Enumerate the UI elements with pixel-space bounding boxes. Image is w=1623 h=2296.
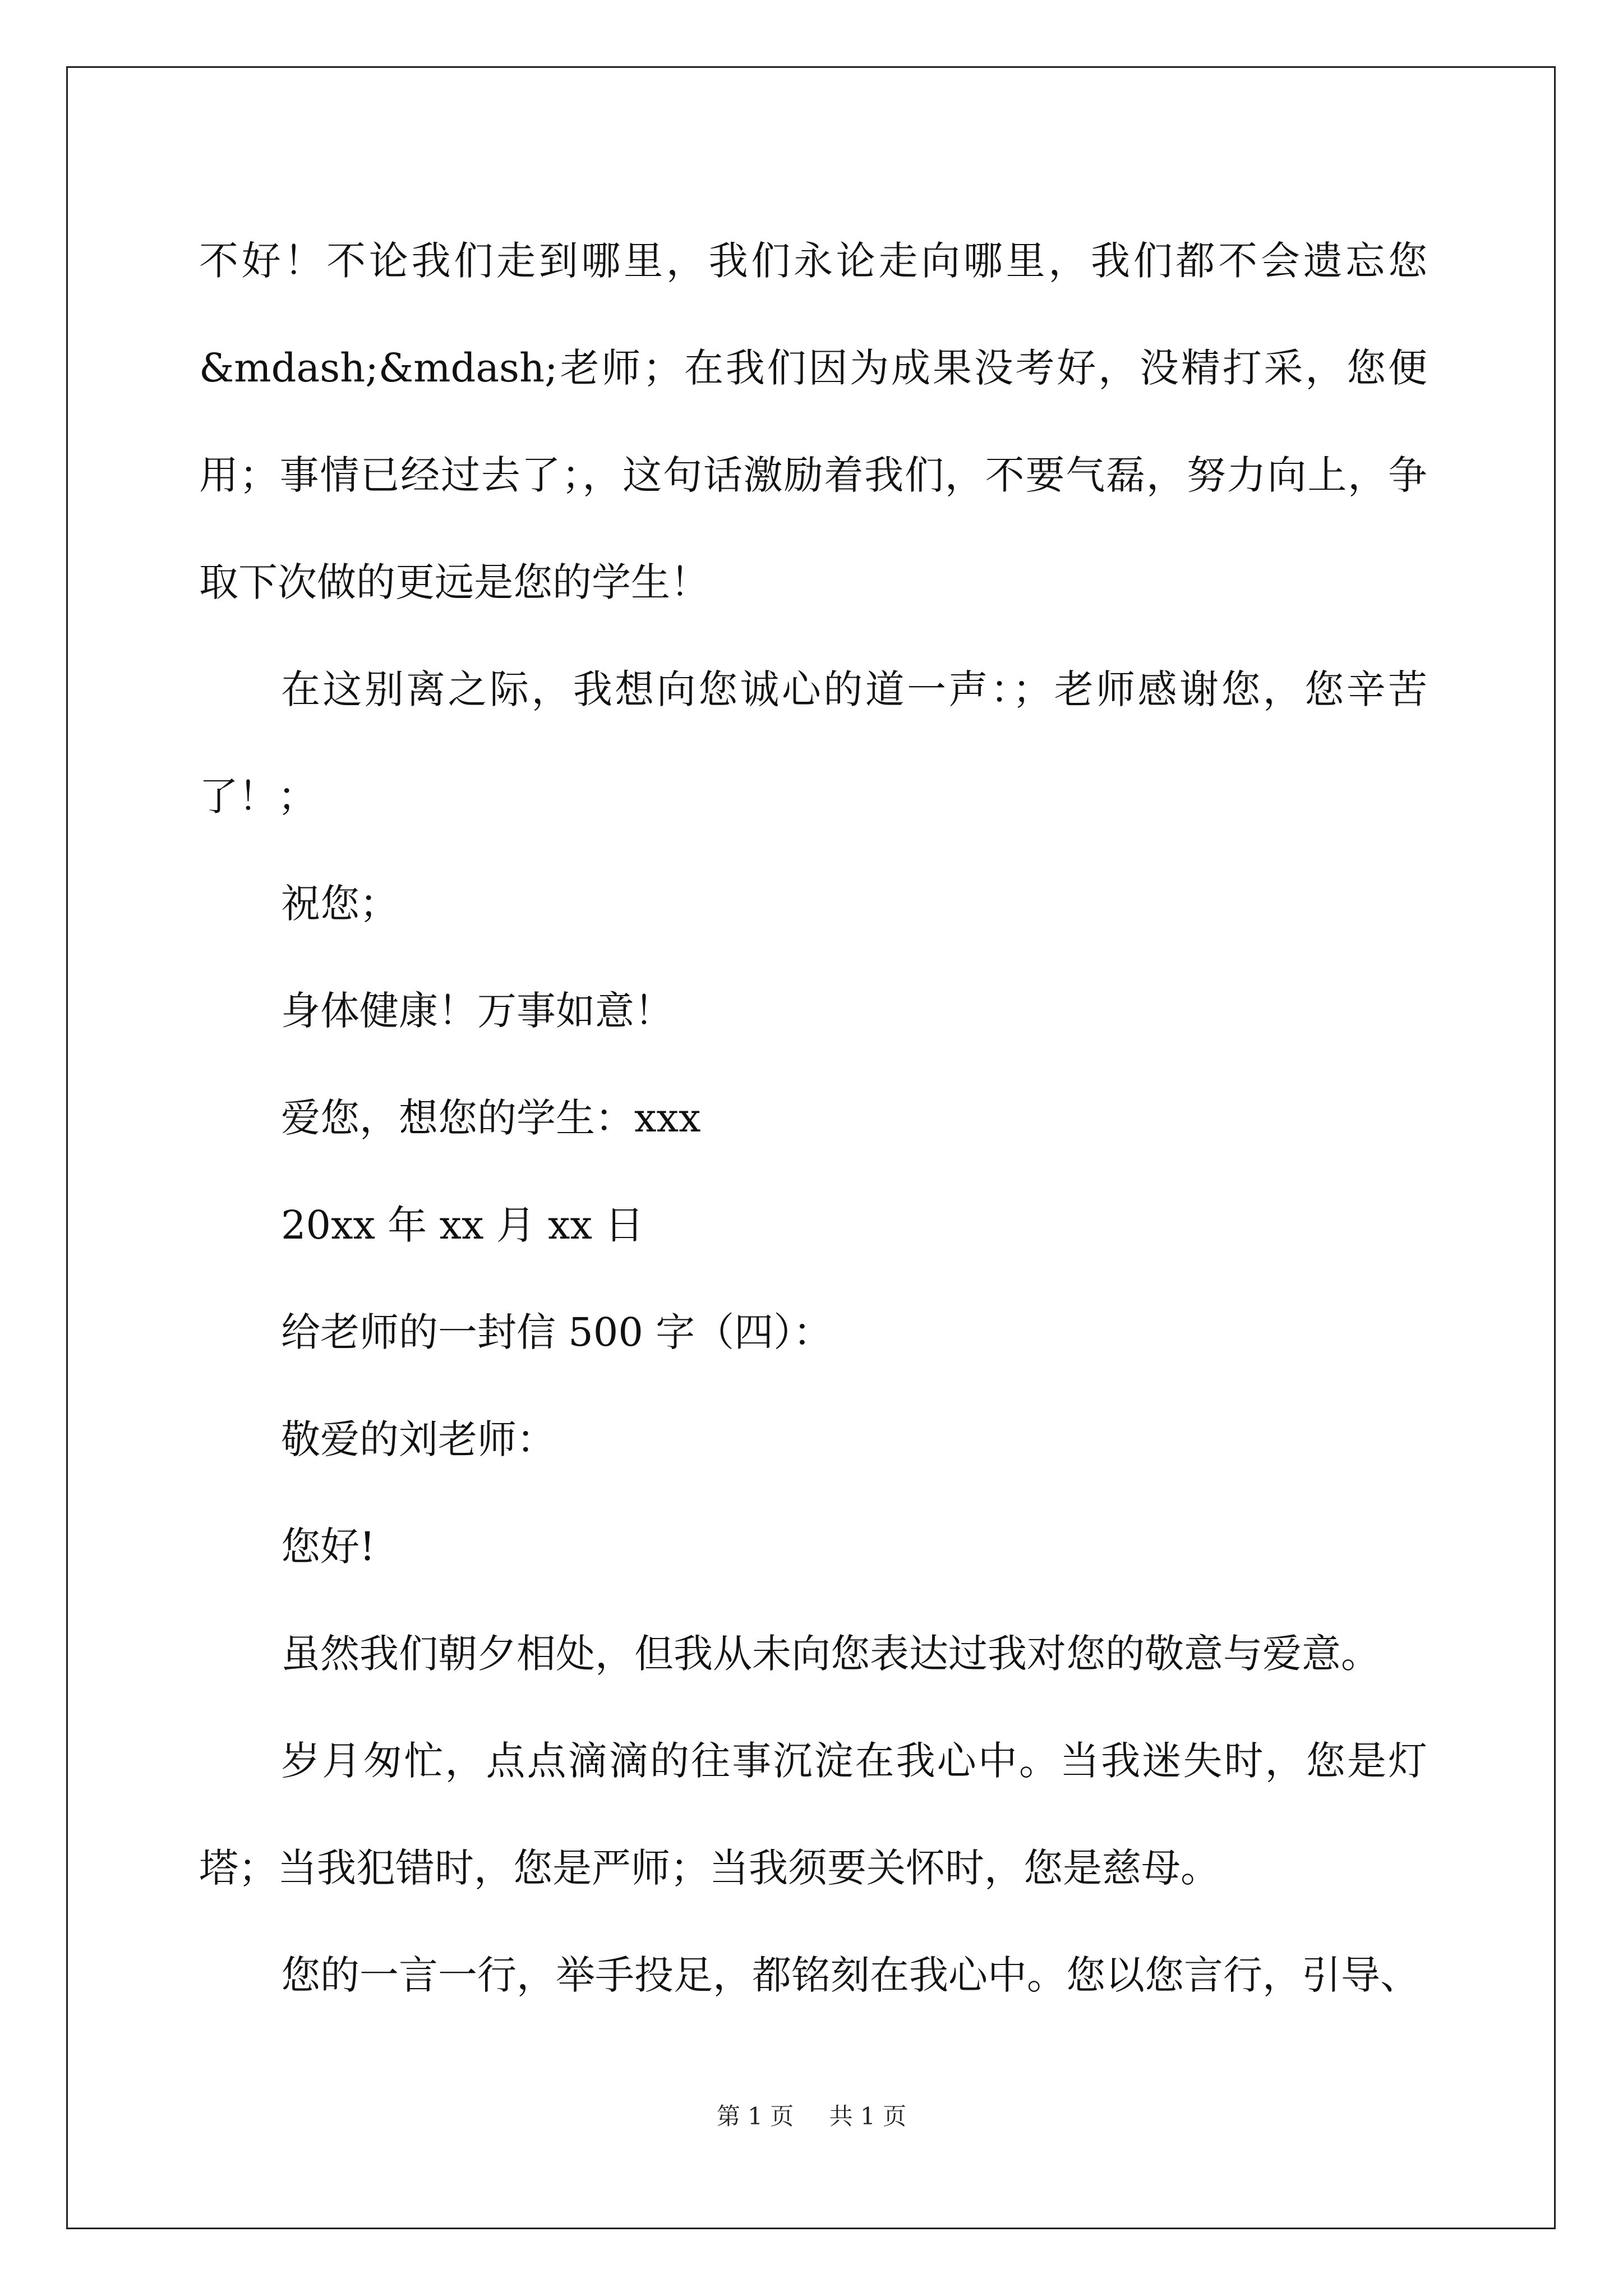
paragraph-6: 20xx 年 xx 月 xx 日 xyxy=(281,1202,644,1248)
paragraph-4: 身体健康！万事如意！ xyxy=(281,988,674,1034)
paragraph-10: 虽然我们朝夕相处，但我从未向您表达过我对您的敬意与爱意。 xyxy=(281,1631,1380,1677)
page-footer xyxy=(0,2098,1623,2132)
paragraph-9: 您好! xyxy=(281,1524,376,1570)
paragraph-2: 在这别离之际，我想向您诚心的道一声：；老师感谢您，您辛苦了！； xyxy=(199,666,1427,820)
paragraph-5: 爱您，想您的学生：xxx xyxy=(281,1095,701,1141)
paragraph-12: 您的一言一行，举手投足，都铭刻在我心中。您以您言行，引导、 xyxy=(281,1952,1419,1998)
paragraph-7: 给老师的一封信 500 字（四）： xyxy=(281,1309,833,1355)
page-number-current: 第 1 页 xyxy=(716,2102,794,2130)
paragraph-3: 祝您； xyxy=(281,881,399,927)
paragraph-8: 敬爱的刘老师： xyxy=(281,1416,556,1462)
document-body xyxy=(199,208,1427,2029)
paragraph-1: 不好！不论我们走到哪里，我们永论走向哪里，我们都不会遗忘您&mdash;&mdash;老师；在我们因为成果没考好，没精打采，您便用；事情已经过去了；，这句话激励着我们，不要气磊，努力向上，争取下次做的更远是您的学生！ xyxy=(199,238,1427,605)
paragraph-11: 岁月匆忙，点点滴滴的往事沉淀在我心中。当我迷失时，您是灯塔；当我犯错时，您是严师；当我须要关怀时，您是慈母。 xyxy=(199,1738,1427,1891)
page-number-total: 共 1 页 xyxy=(829,2102,907,2130)
